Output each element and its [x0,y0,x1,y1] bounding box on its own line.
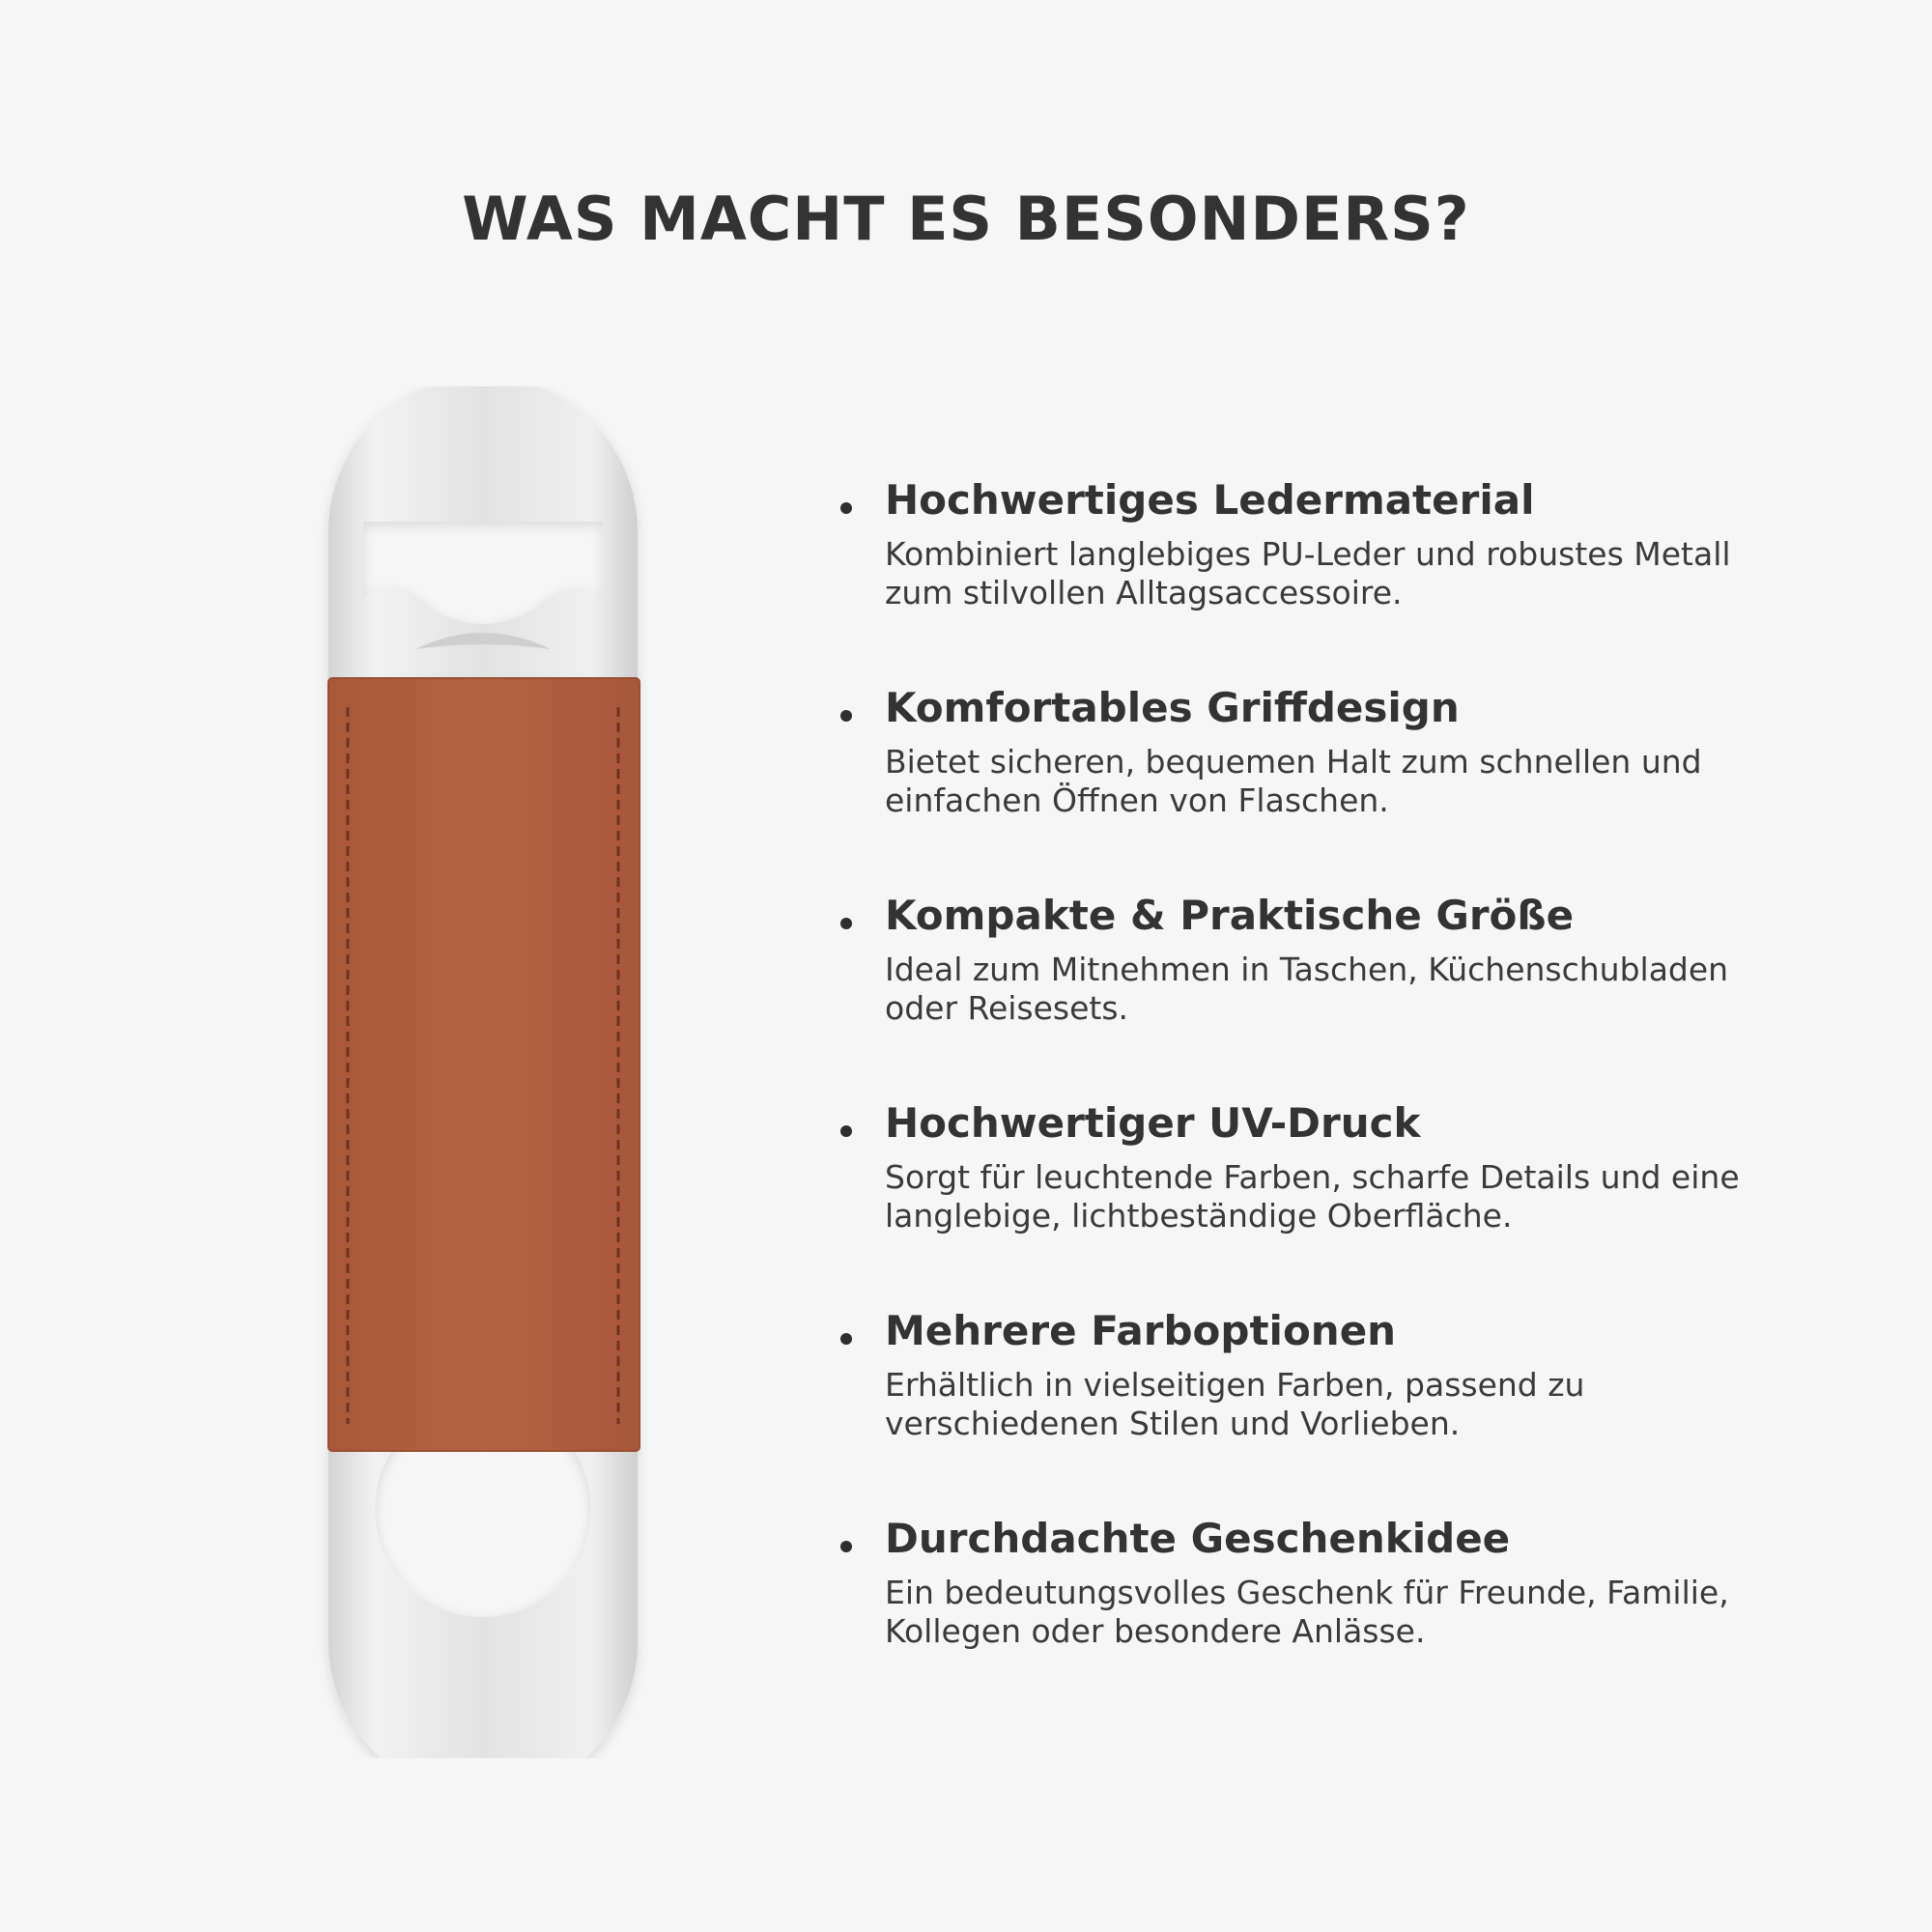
feature-description: Kombiniert langlebiges PU-Leder und robustes Metall zum stilvollen Alltagsaccessoire. [885,535,1731,611]
feature-title: Mehrere Farboptionen [885,1307,1397,1354]
leather-sleeve [328,678,639,1451]
list-item [831,1096,1797,1304]
bullet-icon [840,710,852,722]
feature-description: Ideal zum Mitnehmen in Taschen, Küchenschubladen oder Reisesets. [885,951,1729,1027]
feature-description: Ein bedeutungsvolles Geschenk für Freunde, Familie, Kollegen oder besondere Anlässe. [885,1574,1729,1650]
feature-title: Durchdachte Geschenkidee [885,1515,1511,1562]
feature-title: Komfortables Griffdesign [885,684,1460,731]
list-item [831,889,1797,1096]
bottle-opener-image [307,386,674,1758]
bullet-icon [840,1541,852,1552]
feature-title: Kompakte & Praktische Größe [885,892,1575,939]
list-item [831,1304,1797,1512]
feature-description: Sorgt für leuchtende Farben, scharfe Details und eine langlebige, lichtbeständige Oberfläche. [885,1158,1740,1235]
bullet-icon [840,502,852,514]
feature-description: Erhältlich in vielseitigen Farben, passend zu verschiedenen Stilen und Vorlieben. [885,1366,1585,1442]
bullet-icon [840,1333,852,1345]
feature-title: Hochwertiger UV-Druck [885,1099,1421,1147]
feature-title: Hochwertiges Ledermaterial [885,476,1535,524]
bullet-icon [840,918,852,929]
bottle-opener-icon [307,386,674,1758]
feature-description: Bietet sicheren, bequemen Halt zum schnellen und einfachen Öffnen von Flaschen. [885,743,1702,819]
list-item [831,1512,1797,1719]
feature-list [831,473,1797,1719]
bullet-icon [840,1125,852,1137]
list-item [831,473,1797,681]
page-title: WAS MACHT ES BESONDERS? [462,184,1470,254]
list-item [831,681,1797,889]
